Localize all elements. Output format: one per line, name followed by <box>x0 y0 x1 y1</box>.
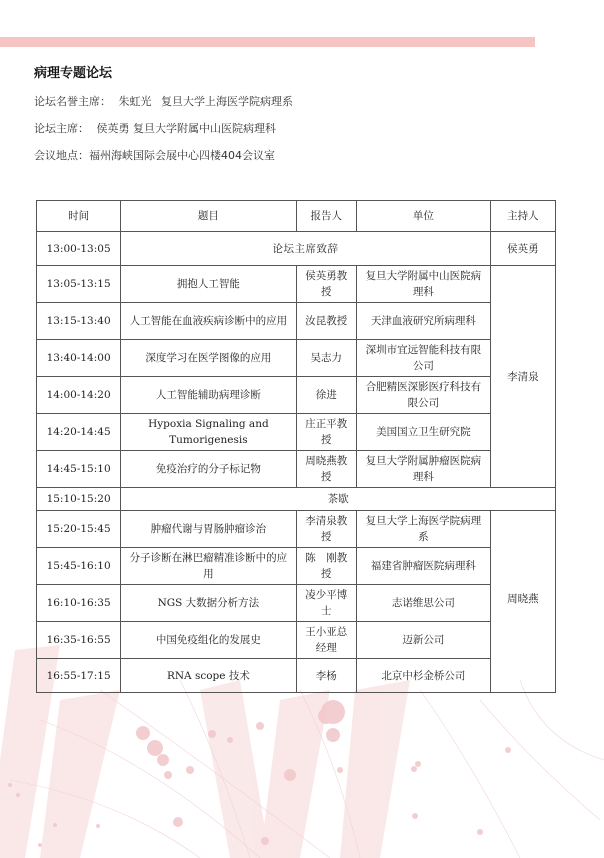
cell-time: 13:40-14:00 <box>37 340 121 377</box>
honorary-chair-name: 朱虹光 <box>118 95 152 108</box>
cell-speaker: 陈 刚教授 <box>296 548 356 585</box>
cell-speaker: 吴志力 <box>296 340 356 377</box>
cell-host: 侯英勇 <box>490 232 555 266</box>
cell-topic: 免疫治疗的分子标记物 <box>121 451 296 488</box>
chair-affiliation: 复旦大学附属中山医院病理科 <box>133 122 276 135</box>
cell-topic: 中国免疫组化的发展史 <box>121 622 296 659</box>
chair-label: 论坛主席： <box>34 122 89 135</box>
cell-speaker: 王小亚总经理 <box>296 622 356 659</box>
cell-unit: 天津血液研究所病理科 <box>356 303 490 340</box>
table-row-opening <box>37 232 556 266</box>
cell-unit: 福建省肿瘤医院病理科 <box>356 548 490 585</box>
cell-speaker: 徐进 <box>296 377 356 414</box>
cell-topic: 肿瘤代谢与胃肠肿瘤诊治 <box>121 511 296 548</box>
cell-speaker: 李杨 <box>296 659 356 693</box>
table-row <box>37 340 556 377</box>
cell-unit: 迈新公司 <box>356 622 490 659</box>
cell-unit: 北京中杉金桥公司 <box>356 659 490 693</box>
header-speaker: 报告人 <box>296 201 356 232</box>
venue-line <box>34 147 293 163</box>
cell-opening-topic: 论坛主席致辞 <box>121 232 491 266</box>
cell-speaker: 侯英勇教授 <box>296 266 356 303</box>
cell-unit: 合肥精医深影医疗科技有限公司 <box>356 377 490 414</box>
honorary-chair-line <box>34 93 293 109</box>
cell-time: 16:35-16:55 <box>37 622 121 659</box>
cell-time: 15:10-15:20 <box>37 488 121 511</box>
cell-topic: RNA scope 技术 <box>121 659 296 693</box>
cell-unit: 美国国立卫生研究院 <box>356 414 490 451</box>
cell-topic: 人工智能在血液疾病诊断中的应用 <box>121 303 296 340</box>
cell-speaker: 汝昆教授 <box>296 303 356 340</box>
cell-time: 14:20-14:45 <box>37 414 121 451</box>
cell-session1-host: 李清泉 <box>490 266 555 488</box>
cell-unit: 深圳市宜远智能科技有限公司 <box>356 340 490 377</box>
cell-topic: 拥抱人工智能 <box>121 266 296 303</box>
cell-time: 15:20-15:45 <box>37 511 121 548</box>
cell-topic: 分子诊断在淋巴瘤精准诊断中的应用 <box>121 548 296 585</box>
table-row <box>37 511 556 548</box>
table-header-row <box>37 201 556 232</box>
table-row-break <box>37 488 556 511</box>
forum-info <box>34 62 293 174</box>
cell-speaker: 庄正平教授 <box>296 414 356 451</box>
table-row <box>37 303 556 340</box>
table-row <box>37 585 556 622</box>
cell-unit: 复旦大学附属肿瘤医院病理科 <box>356 451 490 488</box>
cell-topic: NGS 大数据分析方法 <box>121 585 296 622</box>
table-row <box>37 548 556 585</box>
cell-unit: 复旦大学附属中山医院病理科 <box>356 266 490 303</box>
venue-label: 会议地点： <box>34 149 89 162</box>
table-row <box>37 659 556 693</box>
cell-speaker: 凌少平博士 <box>296 585 356 622</box>
cell-time: 14:00-14:20 <box>37 377 121 414</box>
cell-unit: 复旦大学上海医学院病理系 <box>356 511 490 548</box>
chair-line <box>34 120 293 136</box>
table-row <box>37 622 556 659</box>
header-time: 时间 <box>37 201 121 232</box>
cell-unit: 志诺维思公司 <box>356 585 490 622</box>
honorary-chair-label: 论坛名誉主席： <box>34 95 111 108</box>
cell-time: 13:15-13:40 <box>37 303 121 340</box>
cell-topic: 人工智能辅助病理诊断 <box>121 377 296 414</box>
cell-time: 16:10-16:35 <box>37 585 121 622</box>
table-row <box>37 451 556 488</box>
cell-time: 13:05-13:15 <box>37 266 121 303</box>
page-title: 病理专题论坛 <box>34 66 113 81</box>
cell-topic: Hypoxia Signaling and Tumorigenesis <box>121 414 296 451</box>
cell-time: 14:45-15:10 <box>37 451 121 488</box>
venue-value: 福州海峡国际会展中心四楼404会议室 <box>89 149 275 162</box>
header-unit: 单位 <box>356 201 490 232</box>
accent-bar <box>0 37 535 47</box>
chair-name: 侯英勇 <box>96 122 130 135</box>
cell-time: 15:45-16:10 <box>37 548 121 585</box>
honorary-chair-affiliation: 复旦大学上海医学院病理系 <box>161 95 293 108</box>
cell-topic: 深度学习在医学图像的应用 <box>121 340 296 377</box>
cell-session2-host: 周晓燕 <box>490 511 555 693</box>
header-topic: 题目 <box>121 201 296 232</box>
cell-speaker: 李清泉教授 <box>296 511 356 548</box>
table-row <box>37 414 556 451</box>
header-host: 主持人 <box>490 201 555 232</box>
cell-speaker: 周晓燕教授 <box>296 451 356 488</box>
cell-time: 13:00-13:05 <box>37 232 121 266</box>
cell-time: 16:55-17:15 <box>37 659 121 693</box>
cell-break-label: 茶歇 <box>121 488 556 511</box>
table-row <box>37 266 556 303</box>
schedule-table <box>36 200 556 693</box>
table-row <box>37 377 556 414</box>
